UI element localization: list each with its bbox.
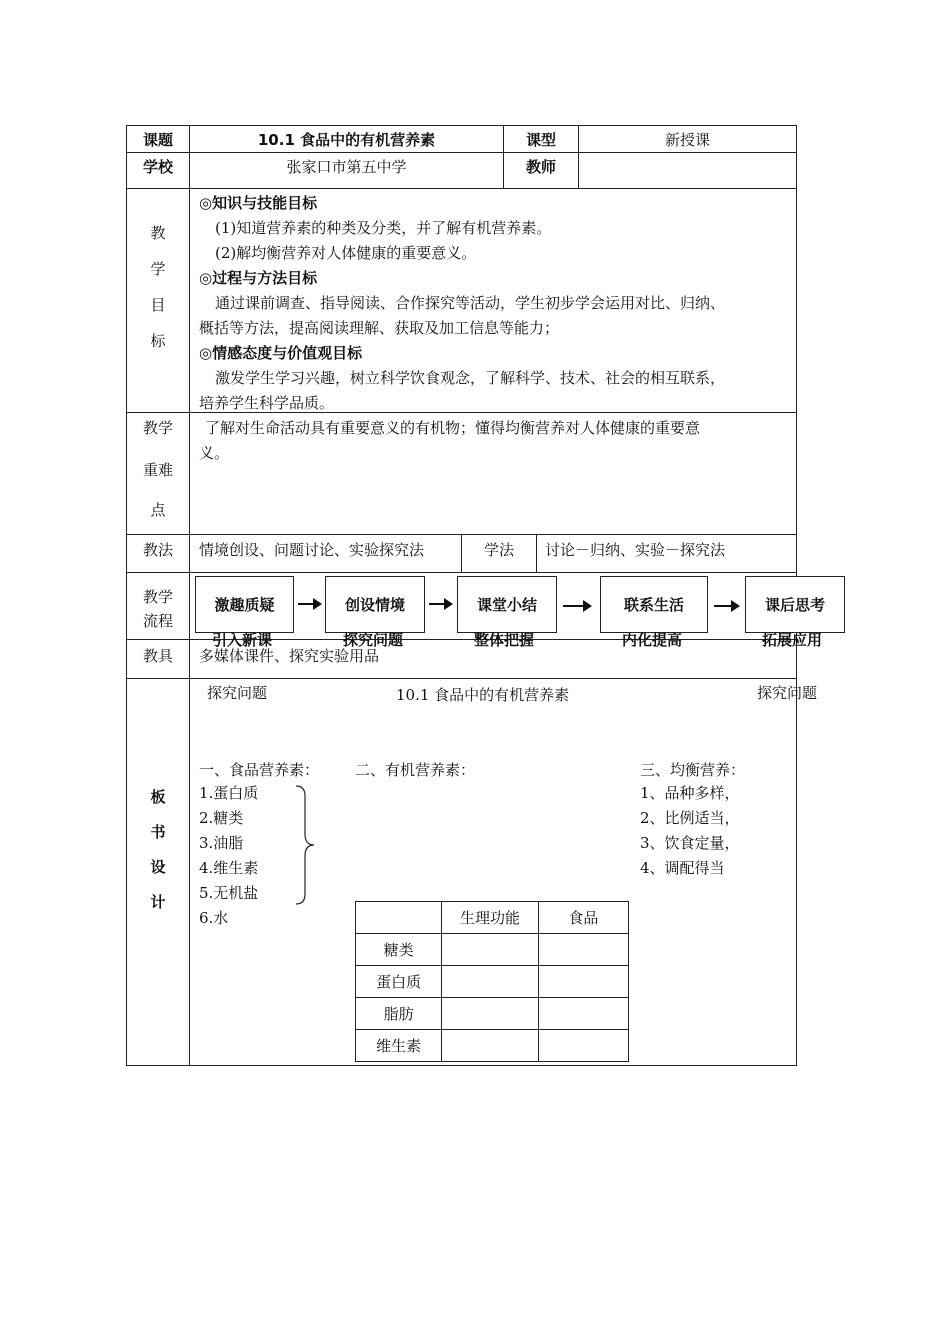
- tools-value: 多媒体课件、探究实验用品: [199, 647, 380, 665]
- emotion-line-2: 培养学生科学品质。: [199, 394, 335, 412]
- learn-method-value: 讨论－归纳、实验－探究法: [545, 541, 726, 559]
- board-sec1-item-4: 4.维生素: [199, 859, 259, 877]
- table-row: [356, 1030, 629, 1062]
- board-sec3-title: 三、均衡营养：: [640, 761, 746, 779]
- keypoints-label-2: 重难: [142, 461, 173, 479]
- board-label-2: 书: [150, 823, 166, 841]
- flow-step-4: [600, 576, 708, 633]
- table-header-cell: 生理功能: [442, 902, 538, 934]
- flow-step-1: [195, 576, 294, 633]
- flow-step-2: [325, 576, 425, 633]
- table-cell: [538, 998, 628, 1030]
- keypoints-line-1: 了解对生命活动具有重要意义的有机物；懂得均衡营养对人体健康的重要意: [205, 419, 701, 437]
- flow-step-2-sub: 探究问题: [343, 631, 404, 649]
- flow-step-5-title: 课后思考: [764, 596, 825, 614]
- board-sec1-item-5: 5.无机盐: [199, 884, 259, 902]
- learn-method-label: 学法: [483, 541, 514, 559]
- board-sec1-item-2: 2.糖类: [199, 809, 244, 827]
- table-cell: [442, 934, 538, 966]
- table-cell: [538, 1030, 628, 1062]
- flow-step-3: [457, 576, 557, 633]
- objectives-label-4: 标: [150, 332, 166, 350]
- flow-step-1-title: 激趣质疑: [214, 596, 275, 614]
- knowledge-title: ◎知识与技能目标: [199, 194, 318, 212]
- process-title: ◎过程与方法目标: [199, 269, 318, 287]
- nutrient-table: [355, 901, 629, 1062]
- flow-step-3-title: 课堂小结: [476, 596, 537, 614]
- flow-step-4-sub: 内化提高: [622, 631, 683, 649]
- emotion-line-1: 激发学生学习兴趣，树立科学饮食观念，了解科学、技术、社会的相互联系，: [215, 369, 726, 387]
- flow-step-2-title: 创设情境: [344, 596, 405, 614]
- board-sec1-item-6: 6.水: [199, 909, 229, 927]
- teacher-label: 教师: [525, 158, 556, 176]
- table-header-row: [356, 902, 629, 934]
- table-row: [356, 966, 629, 998]
- keypoints-line-2: 义。: [199, 444, 230, 462]
- board-right-note: 探究问题: [757, 684, 818, 702]
- process-line-1: 通过课前调查、指导阅读、合作探究等活动，学生初步学会运用对比、归纳、: [215, 294, 726, 312]
- process-line-2: 概括等方法，提高阅读理解、获取及加工信息等能力；: [199, 319, 560, 337]
- table-row-label: 糖类: [356, 934, 442, 966]
- table-header-cell: [356, 902, 442, 934]
- table-cell: [442, 1030, 538, 1062]
- objectives-label-3: 目: [150, 296, 166, 314]
- table-cell: [538, 934, 628, 966]
- table-cell: [442, 966, 538, 998]
- table-row-label: 蛋白质: [356, 966, 442, 998]
- keypoints-label-1: 教学: [142, 419, 173, 437]
- flow-step-4-title: 联系生活: [623, 596, 684, 614]
- flow-arrow-1: [298, 603, 320, 605]
- topic-label: 课题: [142, 131, 173, 149]
- flow-arrow-4: [714, 605, 738, 607]
- school-value: 张家口市第五中学: [286, 158, 407, 176]
- knowledge-item-2: (2)解均衡营养对人体健康的重要意义。: [215, 244, 477, 262]
- teach-method-value: 情境创设、问题讨论、实验探究法: [199, 541, 425, 559]
- objectives-label-1: 教: [150, 224, 166, 242]
- keypoints-label-3: 点: [150, 501, 166, 519]
- flow-step-3-sub: 整体把握: [474, 631, 535, 649]
- emotion-title: ◎情感态度与价值观目标: [199, 344, 363, 362]
- table-header-cell: 食品: [538, 902, 628, 934]
- flow-step-1-sub: 引入新课: [212, 631, 273, 649]
- board-sec3-item-4: 4、调配得当: [640, 859, 725, 877]
- type-value: 新授课: [664, 131, 710, 149]
- table-row-label: 脂肪: [356, 998, 442, 1030]
- school-label: 学校: [142, 158, 173, 176]
- board-label-3: 设: [150, 858, 166, 876]
- table-cell: [538, 966, 628, 998]
- board-sec1-title: 一、食品营养素：: [199, 761, 320, 779]
- objectives-label-2: 学: [150, 260, 166, 278]
- teach-method-label: 教法: [142, 541, 173, 559]
- board-label-1: 板: [150, 788, 166, 806]
- board-sec3-item-3: 3、饮食定量，: [640, 834, 740, 852]
- knowledge-item-1: (1)知道营养素的种类及分类，并了解有机营养素。: [215, 219, 552, 237]
- board-sec1-item-3: 3.油脂: [199, 834, 244, 852]
- flow-step-5: [745, 576, 845, 633]
- board-sec1-item-1: 1.蛋白质: [199, 784, 259, 802]
- table-row-label: 维生素: [356, 1030, 442, 1062]
- board-sec3-item-2: 2、比例适当，: [640, 809, 740, 827]
- flow-label-1: 教学: [142, 588, 173, 606]
- board-sec3-item-1: 1、品种多样，: [640, 784, 740, 802]
- curly-brace-icon: [292, 784, 318, 906]
- board-title: 10.1 食品中的有机营养素: [396, 686, 570, 704]
- type-label: 课型: [525, 131, 556, 149]
- table-row: [356, 998, 629, 1030]
- table-cell: [442, 998, 538, 1030]
- board-left-note: 探究问题: [207, 684, 268, 702]
- board-sec2-title: 二、有机营养素：: [355, 761, 476, 779]
- tools-label: 教具: [142, 647, 173, 665]
- board-label-4: 计: [150, 893, 166, 911]
- flow-label-2: 流程: [142, 612, 173, 630]
- topic-value: 10.1 食品中的有机营养素: [257, 131, 436, 149]
- flow-step-5-sub: 拓展应用: [762, 631, 823, 649]
- flow-arrow-2: [429, 603, 451, 605]
- flow-arrow-3: [563, 605, 590, 607]
- table-row: [356, 934, 629, 966]
